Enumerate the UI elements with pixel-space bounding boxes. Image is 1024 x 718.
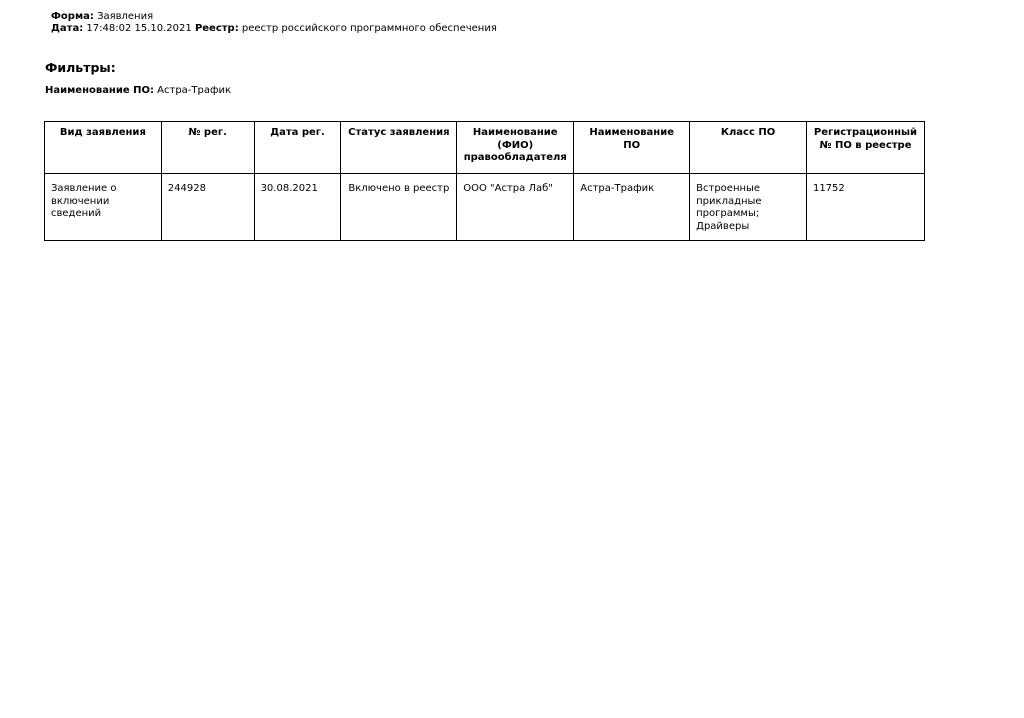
header-software-name: Наименование ПО <box>574 122 690 174</box>
date-label: Дата: <box>51 23 84 34</box>
cell-status: Включено в реестр <box>341 174 457 241</box>
cell-software-name: Астра-Трафик <box>574 174 690 241</box>
filter-software-name <box>45 85 231 96</box>
form-label: Форма: <box>51 11 94 22</box>
filter-name-label: Наименование ПО: <box>45 85 154 96</box>
header-status: Статус заявления <box>341 122 457 174</box>
table-row <box>45 174 925 241</box>
cell-application-type: Заявление о включении сведений <box>45 174 162 241</box>
cell-reg-date: 30.08.2021 <box>254 174 341 241</box>
header-reg-date: Дата рег. <box>254 122 341 174</box>
report-meta <box>51 11 497 35</box>
date-value: 17:48:02 15.10.2021 <box>86 23 192 34</box>
registry-value: реестр российского программного обеспечения <box>241 23 497 34</box>
form-line <box>51 11 497 23</box>
cell-rightholder: ООО "Астра Лаб" <box>457 174 574 241</box>
header-application-type: Вид заявления <box>45 122 162 174</box>
filter-name-value: Астра-Трафик <box>157 85 232 96</box>
date-registry-line <box>51 23 497 35</box>
applications-table <box>44 121 925 241</box>
header-rightholder: Наименование (ФИО) правообладателя <box>457 122 574 174</box>
table-header-row <box>45 122 925 174</box>
header-registry-number: Регистрационный № ПО в реестре <box>806 122 924 174</box>
header-software-class: Класс ПО <box>690 122 807 174</box>
filters-title: Фильтры: <box>45 60 116 75</box>
registry-label: Реестр: <box>194 23 239 34</box>
cell-registry-number: 11752 <box>806 174 924 241</box>
cell-software-class: Встроенные прикладные программы; Драйверы <box>690 174 807 241</box>
form-value: Заявления <box>97 11 154 22</box>
cell-reg-number: 244928 <box>161 174 254 241</box>
header-reg-number: № рег. <box>161 122 254 174</box>
